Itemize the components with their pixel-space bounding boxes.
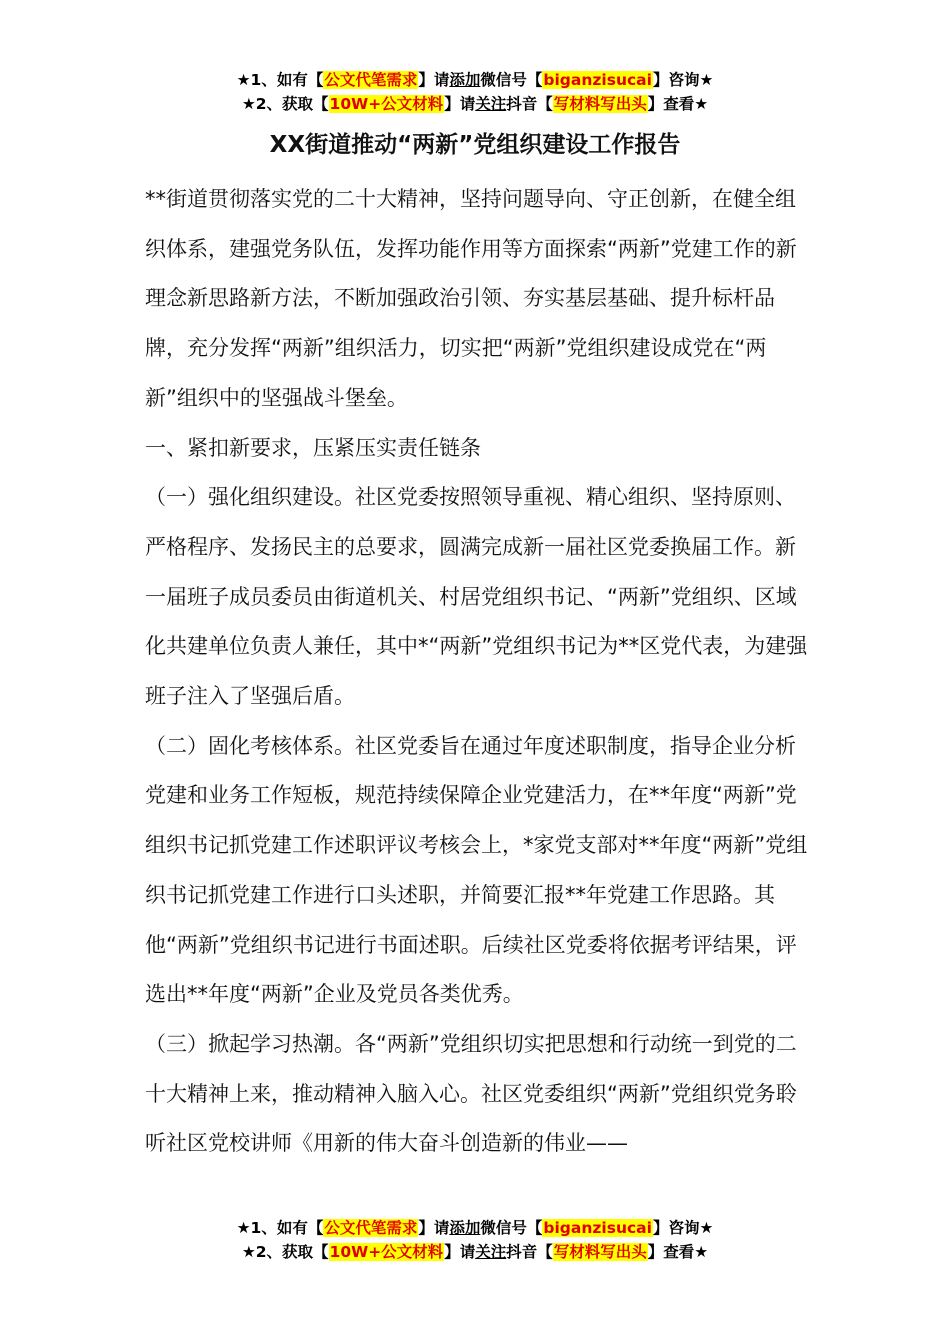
section-heading: 一、紧扣新要求，压紧压实责任链条 bbox=[145, 435, 481, 460]
banner-text: 】查看★ bbox=[647, 95, 709, 113]
banner-line-1 bbox=[0, 1216, 950, 1240]
banner-underlined: 关注 bbox=[475, 1243, 507, 1261]
banner-text: 】查看★ bbox=[647, 1243, 709, 1261]
banner-text: ★2、获取【 bbox=[241, 95, 329, 113]
banner-text: ★1、如有【 bbox=[236, 1219, 324, 1237]
banner-highlight: 公文代笔需求 bbox=[324, 71, 418, 89]
banner-underlined: 添加 bbox=[449, 1219, 481, 1237]
banner-text: ★2、获取【 bbox=[241, 1243, 329, 1261]
banner-text: 】请 bbox=[444, 95, 476, 113]
banner-text: 】请 bbox=[418, 1219, 450, 1237]
banner-underlined: 关注 bbox=[475, 95, 507, 113]
banner-line-2 bbox=[0, 92, 950, 116]
banner-highlight: 公文代笔需求 bbox=[324, 1219, 418, 1237]
banner-text: 抖音【 bbox=[506, 1243, 553, 1261]
body-paragraph: **街道贯彻落实党的二十大精神，坚持问题导向、守正创新，在健全组织体系，建强党务队伍，发挥功能作用等方面探索“两新”党建工作的新理念新思路新方法，不断加强政治引领、夯实基层基础、提升标杆品牌，充分发挥“两新”组织活力，切实把“两新”党组织建设成党在“两新”组织中的坚强战斗堡垒。 bbox=[145, 187, 797, 410]
banner-text: ★1、如有【 bbox=[236, 71, 324, 89]
banner-text: 】请 bbox=[418, 71, 450, 89]
banner-highlight: 10W+公文材料 bbox=[329, 95, 444, 113]
banner-line-1 bbox=[0, 68, 950, 92]
banner-highlight: 写材料写出头 bbox=[553, 1243, 647, 1261]
banner-text: 】咨询★ bbox=[652, 71, 714, 89]
banner-highlight: 写材料写出头 bbox=[553, 95, 647, 113]
footer-banner bbox=[0, 1216, 950, 1264]
banner-text: 抖音【 bbox=[506, 95, 553, 113]
body-paragraph: （一）强化组织建设。社区党委按照领导重视、精心组织、坚持原则、严格程序、发扬民主的总要求，圆满完成新一届社区党委换届工作。新一届班子成员委员由街道机关、村居党组织书记、“两新”党组织、区域化共建单位负责人兼任，其中*“两新”党组织书记为**区党代表，为建强班子注入了坚强后盾。 bbox=[145, 485, 808, 709]
banner-underlined: 添加 bbox=[449, 71, 481, 89]
banner-text: 微信号【 bbox=[480, 71, 543, 89]
header-banner bbox=[0, 68, 950, 116]
document-title: XX街道推动“两新”党组织建设工作报告 bbox=[269, 132, 681, 158]
banner-highlight: biganzisucai bbox=[543, 1219, 652, 1237]
banner-text: 】请 bbox=[444, 1243, 476, 1261]
body-paragraph: （三）掀起学习热潮。各“两新”党组织切实把思想和行动统一到党的二十大精神上来，推动精神入脑入心。社区党委组织“两新”党组织党务聆听社区党校讲师《用新的伟大奋斗创造新的伟业—— bbox=[145, 1031, 797, 1156]
banner-text: 】咨询★ bbox=[652, 1219, 714, 1237]
banner-text: 微信号【 bbox=[480, 1219, 543, 1237]
banner-line-2 bbox=[0, 1240, 950, 1264]
body-paragraph: （二）固化考核体系。社区党委旨在通过年度述职制度，指导企业分析党建和业务工作短板，规范持续保障企业党建活力，在**年度“两新”党组织书记抓党建工作述职评议考核会上，*家党支部对**年度“两新”党组织书记抓党建工作进行口头述职，并简要汇报**年党建工作思路。其他“两新”党组织书记进行书面述职。后续社区党委将依据考评结果，评选出**年度“两新”企业及党员各类优秀。 bbox=[145, 733, 808, 1007]
banner-highlight: biganzisucai bbox=[543, 71, 652, 89]
banner-highlight: 10W+公文材料 bbox=[329, 1243, 444, 1261]
document-body bbox=[145, 175, 811, 1210]
